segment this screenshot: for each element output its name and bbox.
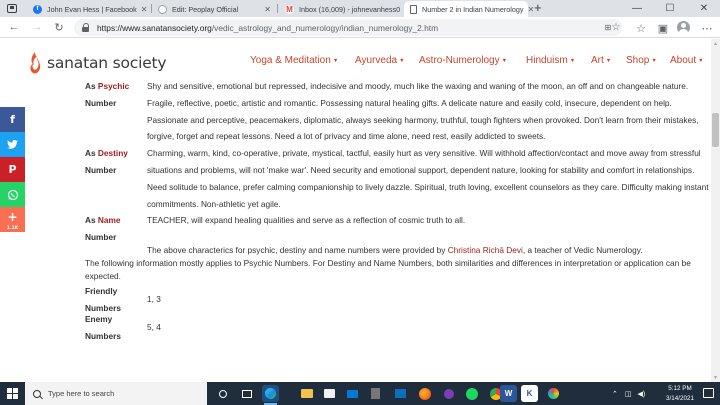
peoplay-icon <box>158 5 167 14</box>
enemy-numbers-row <box>85 311 711 342</box>
collections-icon[interactable]: ▣ <box>657 22 669 35</box>
network-icon[interactable]: ◫ <box>624 390 632 398</box>
label-prefix: As <box>85 215 98 226</box>
pinterest-share-button[interactable] <box>0 157 25 182</box>
system-tray <box>612 382 651 405</box>
tab-title: Number 2 in Indian Numerology <box>422 4 524 14</box>
scrollbar-thumb[interactable] <box>712 113 719 147</box>
paint-icon[interactable] <box>545 385 562 402</box>
store-icon[interactable] <box>321 385 338 402</box>
destiny-entry <box>85 145 711 212</box>
new-tab-button[interactable]: + <box>534 0 542 15</box>
lock-icon <box>82 23 90 32</box>
media-app-icon[interactable] <box>440 385 457 402</box>
task-view-icon[interactable] <box>214 385 231 402</box>
enemy-numbers-value: 5, 4 <box>147 322 161 333</box>
nav-label: About <box>670 55 697 66</box>
reading-list-icon[interactable]: ☆ <box>636 22 646 35</box>
windows-start-icon[interactable] <box>7 388 18 399</box>
nav-art[interactable] <box>591 55 611 66</box>
logo-flame-icon <box>28 51 41 75</box>
whatsapp-share-button[interactable] <box>0 182 25 207</box>
caret-down-icon: ▼ <box>651 57 657 64</box>
label-prefix: As <box>85 148 98 159</box>
label-suffix: Number <box>85 164 117 175</box>
forward-icon[interactable]: → <box>31 21 43 33</box>
label-highlight: Destiny <box>97 148 128 159</box>
gmail-icon: M <box>286 4 293 14</box>
clock-time: 5:12 PM <box>668 385 692 392</box>
search-placeholder: Type here to search <box>48 389 115 398</box>
nav-label: Shop <box>626 55 650 66</box>
share-count: 1.1K <box>6 226 19 231</box>
scroll-up-arrow-icon[interactable]: ▲ <box>713 40 718 47</box>
taskbar-search-box[interactable] <box>25 382 207 405</box>
zoom-icon[interactable]: K <box>521 385 538 402</box>
nav-hinduism[interactable] <box>526 55 575 66</box>
clock-date: 3/14/2021 <box>665 394 694 402</box>
entry-label <box>85 145 143 179</box>
label-suffix: Number <box>85 232 117 243</box>
label-highlight: Name <box>97 215 121 226</box>
translate-icon[interactable]: ⊞ <box>604 22 612 32</box>
tab-peoplay[interactable] <box>152 1 275 17</box>
profile-avatar[interactable] <box>677 21 690 34</box>
back-icon[interactable]: ← <box>8 21 20 33</box>
nav-label: Yoga & Meditation <box>250 55 331 66</box>
close-tab-icon[interactable]: ✕ <box>140 4 148 14</box>
article-content <box>85 78 711 382</box>
search-icon <box>33 390 41 398</box>
reload-icon[interactable]: ↻ <box>54 21 64 34</box>
nav-label: Hinduism <box>526 55 568 66</box>
facebook-icon: f <box>10 113 15 126</box>
nav-yoga-meditation[interactable] <box>250 55 338 66</box>
entry-label <box>85 78 143 112</box>
enemy-numbers-label: Enemy Numbers <box>85 314 121 342</box>
word-icon[interactable]: W <box>500 385 517 402</box>
label-prefix: As <box>85 81 98 91</box>
plus-icon: + <box>7 210 18 224</box>
scroll-down-arrow-icon[interactable]: ▼ <box>713 374 718 381</box>
tab-gmail[interactable] <box>279 1 400 17</box>
nav-label: Art <box>591 55 604 66</box>
tab-facebook[interactable] <box>27 1 147 17</box>
credit-suffix: , a teacher of Vedic Numerology. <box>522 245 643 256</box>
nav-astro-numerology[interactable] <box>419 55 507 66</box>
photos-icon[interactable] <box>392 385 409 402</box>
entry-text: TEACHER, will expand healing qualities and serve as a reflection of cosmic truth to all. <box>147 215 466 226</box>
maximize-icon[interactable]: ☐ <box>665 3 675 14</box>
credit-paragraph <box>147 244 711 257</box>
tab-divider <box>277 4 278 13</box>
file-explorer-icon[interactable] <box>238 385 255 402</box>
social-share-bar <box>0 107 25 232</box>
caret-down-icon: ▼ <box>569 57 576 64</box>
browser-tab-strip <box>0 0 720 17</box>
page-scrollbar[interactable] <box>711 39 720 382</box>
label-highlight: Psychic <box>97 81 130 91</box>
notifications-icon[interactable] <box>703 388 714 398</box>
friendly-numbers-value: 1, 3 <box>147 294 161 305</box>
credit-prefix: The above characterics for psychic, destiny and name numbers were provided by <box>147 245 448 256</box>
tab-title: Inbox (16,009) - johnevanhess0 <box>299 4 401 14</box>
nav-shop[interactable] <box>626 55 657 66</box>
tray-chevron-icon[interactable]: ⌃ <box>612 390 618 398</box>
page-icon <box>410 5 417 14</box>
tab-numerology[interactable] <box>404 1 535 17</box>
minimize-icon[interactable]: — <box>632 3 642 14</box>
nav-about[interactable] <box>670 55 704 66</box>
whatsapp-icon <box>7 189 19 201</box>
pinterest-icon: P <box>8 163 17 176</box>
facebook-share-button[interactable] <box>0 107 25 132</box>
entry-label <box>85 212 143 246</box>
psychic-entry <box>85 78 711 145</box>
taskbar-clock[interactable] <box>661 384 699 403</box>
facebook-icon: f <box>33 5 42 14</box>
nav-label: Ayurveda <box>355 55 398 66</box>
tab-title: John Evan Hess | Facebook <box>47 4 137 14</box>
caret-down-icon: ▼ <box>698 57 704 64</box>
file-folder-icon[interactable] <box>298 385 315 402</box>
info-paragraph: The following information mostly applies to Psychic Numbers. For Destiny and Name Numbers, both similarities and differences in interpretation or application can be expected. <box>85 258 691 282</box>
volume-icon[interactable]: ◀) <box>637 390 646 398</box>
edge-browser-icon[interactable] <box>262 385 279 402</box>
nav-ayurveda[interactable] <box>355 55 405 66</box>
nav-label: Astro-Numerology <box>419 55 500 66</box>
caret-down-icon: ▼ <box>605 57 612 64</box>
bookmark-star-icon[interactable]: ☆ <box>611 21 621 33</box>
windows-taskbar <box>0 382 720 405</box>
site-logo[interactable] <box>28 51 166 75</box>
address-bar[interactable] <box>74 19 622 36</box>
browser-toolbar <box>0 17 720 38</box>
label-suffix: Number <box>85 97 117 108</box>
twitter-share-button[interactable] <box>0 132 25 157</box>
more-menu-icon[interactable]: ⋯ <box>701 22 713 35</box>
caret-down-icon: ▼ <box>501 57 508 64</box>
caret-down-icon: ▼ <box>332 57 339 64</box>
tab-actions-icon[interactable] <box>4 2 20 15</box>
logo-text: sanatan society <box>47 54 167 72</box>
friendly-numbers-label: Friendly Numbers <box>85 286 121 314</box>
mail-icon[interactable] <box>344 385 361 402</box>
close-window-icon[interactable]: ✕ <box>699 3 709 14</box>
caret-down-icon: ▼ <box>399 57 405 64</box>
entry-text: Shy and sensitive, emotional but repressed, indecisive and moody, much like the waxing and waning of the moon, an off and on changeable nature. Fragile, reflective, poetic, artistic and romantic. Possessing natural healing gifts. A delicate nature and easily cold, insecure, dependent on help. Passionate and perceptive, peacemakers, diplomatic, always seeking harmony, truthful, tough fighters when provoked. Don't learn from their mistakes, forgive, forget and repeat lessons. Need a lot of privacy and time alone, need rest, easily addicted to sweets. <box>147 81 699 142</box>
url-host: https://www.sanatansociety.org <box>97 22 212 33</box>
friendly-numbers-row <box>85 283 711 314</box>
more-share-button[interactable] <box>0 207 25 232</box>
spotify-icon[interactable] <box>463 385 480 402</box>
firefox-icon[interactable] <box>416 385 433 402</box>
calculator-icon[interactable] <box>367 385 384 402</box>
close-tab-icon[interactable]: ✕ <box>527 4 535 14</box>
entry-text: Charming, warm, kind, co-operative, private, mystical, tactful, easily hurt as very sensitive. Will withhold affection/contact and move away from stressful situations and problems, will not 'make war'. Need security and emotional support, dependent nature, looking for stability and comfort in relationships. Need solitude to balance, prefer calming companionship to lively dazzle. Spiritual, truth loving, excellent counselors as they care. Difficulty making instant commitments. Non-athletic yet agile. <box>147 148 709 209</box>
author-link[interactable]: Christina Richā Devi <box>447 245 523 256</box>
twitter-icon <box>7 140 18 149</box>
close-tab-icon[interactable]: ✕ <box>264 4 271 14</box>
url-path: /vedic_astrology_and_numerology/indian_numerology_2.htm <box>211 22 439 33</box>
name-entry <box>85 212 711 243</box>
tab-title: Edit: Peoplay Official <box>172 4 239 14</box>
